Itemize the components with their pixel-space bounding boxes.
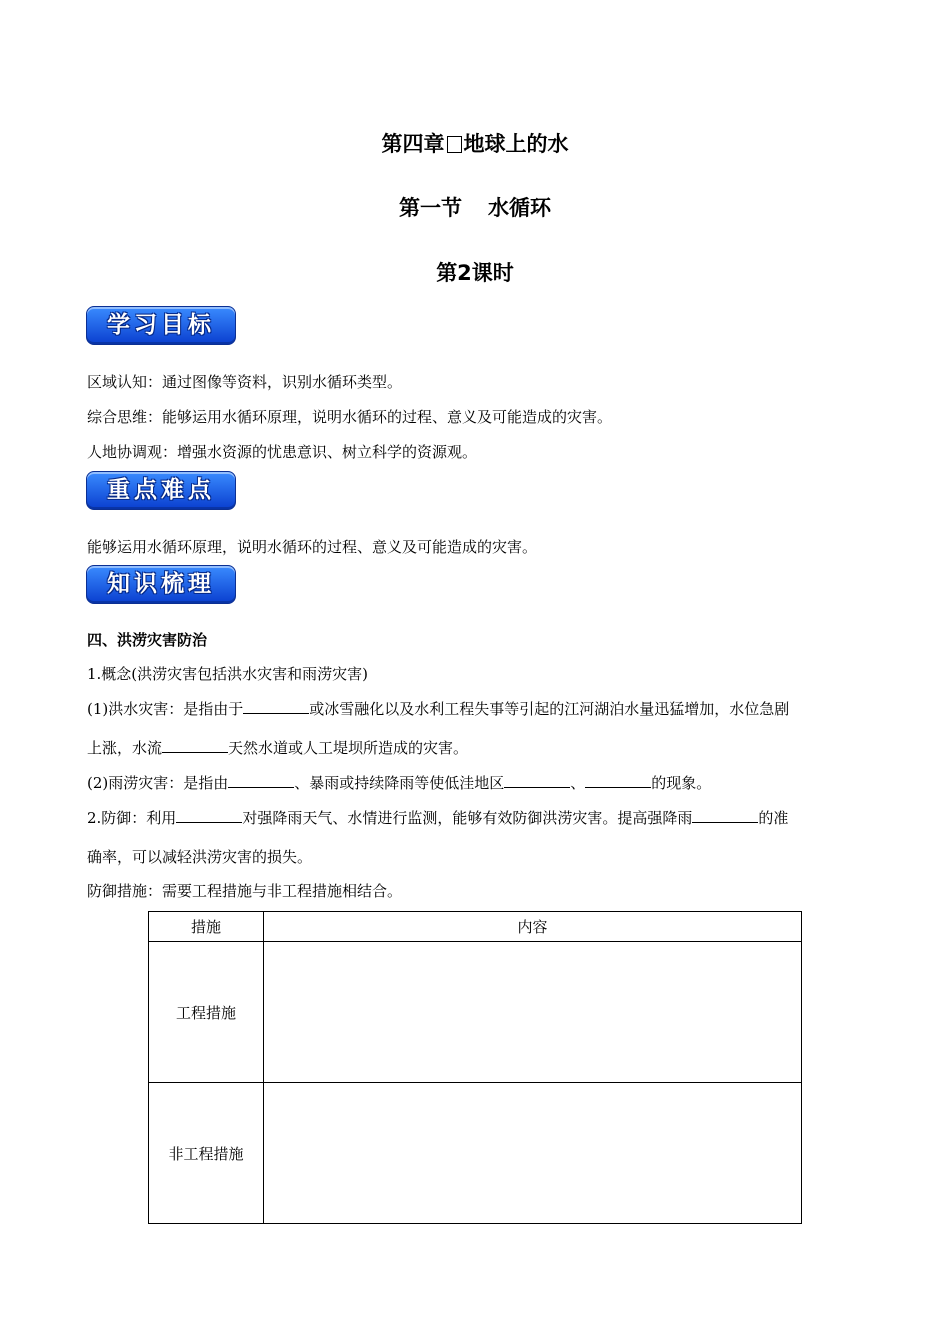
row-label-engineering: 工程措施 (149, 942, 264, 1083)
defense-line (87, 807, 788, 828)
fill-blank[interactable] (162, 738, 228, 753)
text-segment: 2.防御：利用 (87, 809, 177, 827)
table-header-content: 内容 (264, 912, 802, 942)
fill-blank[interactable] (228, 773, 294, 788)
table-header-measure: 措施 (149, 912, 264, 942)
chapter-label: 第四章 (381, 132, 445, 156)
text-segment: 上涨，水流 (87, 739, 163, 757)
table-header-row (149, 912, 802, 942)
chapter-name: 地球上的水 (463, 132, 569, 156)
text-segment: (2)雨涝灾害：是指由 (87, 774, 229, 792)
row-label-non-engineering: 非工程措施 (149, 1083, 264, 1224)
flood-definition-cont (87, 737, 468, 758)
rain-definition-line (87, 772, 711, 793)
flood-definition-line (87, 698, 789, 719)
chapter-title (0, 128, 950, 158)
missing-glyph-box (447, 136, 462, 153)
measures-table (148, 911, 802, 1224)
table-row (149, 1083, 802, 1224)
defense-line-cont: 确率，可以减轻洪涝灾害的损失。 (87, 848, 313, 866)
goal-item: 人地协调观：增强水资源的忧患意识、树立科学的资源观。 (87, 443, 478, 461)
section-name: 水循环 (488, 196, 551, 220)
text-segment: 天然水道或人工堤坝所造成的灾害。 (228, 739, 469, 757)
text-segment: 的现象。 (651, 774, 712, 792)
key-point-item: 能够运用水循环原理，说明水循环的过程、意义及可能造成的灾害。 (87, 538, 538, 556)
knowledge-heading: 四、洪涝灾害防治 (87, 631, 208, 649)
concept-line: 1.概念(洪涝灾害包括洪水灾害和雨涝灾害) (87, 665, 369, 683)
measures-intro: 防御措施：需要工程措施与非工程措施相结合。 (87, 882, 403, 900)
text-segment: (1)洪水灾害：是指由于 (87, 700, 244, 718)
goal-item: 区域认知：通过图像等资料，识别水循环类型。 (87, 373, 403, 391)
row-content-non-engineering[interactable] (264, 1083, 802, 1224)
goal-item: 综合思维：能够运用水循环原理，说明水循环的过程、意义及可能造成的灾害。 (87, 408, 613, 426)
key-points-badge: 重点难点 (86, 471, 236, 510)
lesson-title: 第2课时 (436, 261, 514, 285)
text-segment: 的准 (758, 809, 789, 827)
row-content-engineering[interactable] (264, 942, 802, 1083)
knowledge-badge: 知识梳理 (86, 565, 236, 604)
section-number: 第一节 (399, 196, 462, 220)
text-segment: 对强降雨天气、水情进行监测，能够有效防御洪涝灾害。提高强降雨 (242, 809, 693, 827)
text-segment: 、 (570, 774, 586, 792)
fill-blank[interactable] (692, 808, 758, 823)
learning-goals-badge: 学习目标 (86, 306, 236, 345)
text-segment: 、暴雨或持续降雨等使低洼地区 (294, 774, 505, 792)
table-row (149, 942, 802, 1083)
fill-blank[interactable] (504, 773, 570, 788)
section-title (0, 192, 950, 222)
fill-blank[interactable] (585, 773, 651, 788)
fill-blank[interactable] (243, 699, 309, 714)
fill-blank[interactable] (176, 808, 242, 823)
text-segment: 或冰雪融化以及水利工程失事等引起的江河湖泊水量迅猛增加，水位急剧 (309, 700, 790, 718)
